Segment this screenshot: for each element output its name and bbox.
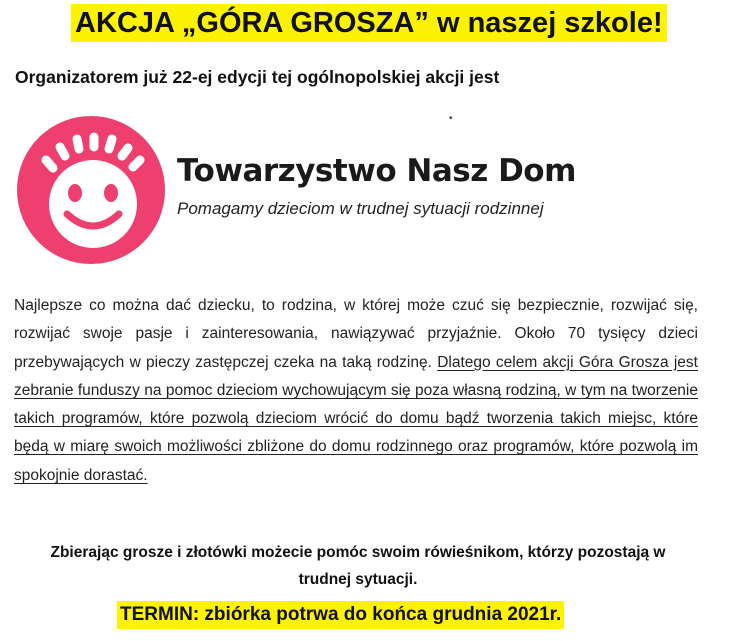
call-to-action: Zbierając grosze i złotówki możecie pomóc swoim rówieśnikom, którzy pozostają w trudnej sytuacji. (50, 544, 666, 588)
description-goal: Dlatego celem akcji Góra Grosza jest zebranie funduszy na pomoc dzieciom wychowującym się poza własną rodziną, w tym na tworzenie takich programów, które pozwolą dzieciom wrócić do domu bądź tworzenia takich miejsc, które będą w miarę swoich możliwości zbliżone do domu rodzinnego oraz programów, które pozwolą im spokojnie dorastać. (14, 353, 698, 484)
page-title: AKCJA „GÓRA GROSZA” w naszej szkole! (71, 4, 667, 42)
logo-circle (17, 116, 165, 264)
scan-speck: • (449, 113, 453, 124)
description-plain: Najlepsze co można dać dziecku, to rodzina, w której może czuć się bezpiecznie, rozwijać się, rozwijać swoje pasje i zainteresowania, nawiązywać przyjaźnie. Około 70 tysięcy dzieci przebywających w pieczy zastępczej czeka na taką rodzinę. (14, 297, 698, 371)
smiling-face-icon (17, 116, 165, 264)
deadline-note: TERMIN: zbiórka potrwa do końca grudnia 2021r. (117, 601, 564, 629)
organizer-intro: Organizatorem już 22-ej edycji tej ogólnopolskiej akcji jest (15, 67, 500, 87)
organization-name: Towarzystwo Nasz Dom (177, 153, 576, 189)
description-paragraph (14, 292, 698, 490)
organization-tagline: Pomagamy dzieciom w trudnej sytuacji rodzinnej (177, 199, 544, 218)
